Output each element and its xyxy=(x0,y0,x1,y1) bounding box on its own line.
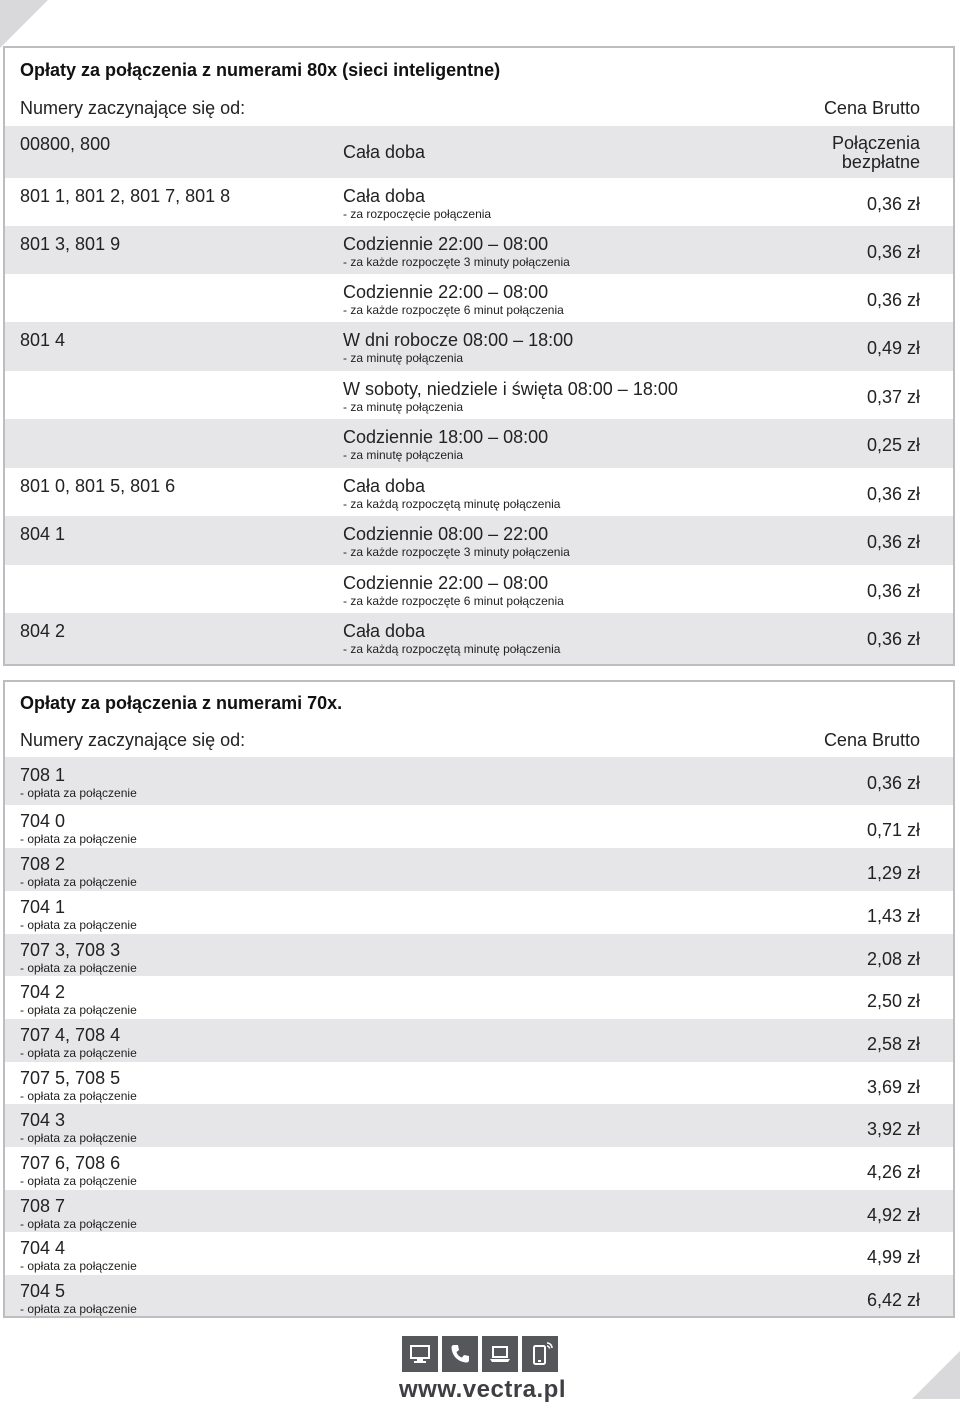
price: 0,36 zł xyxy=(866,773,920,793)
time-period: Cała doba xyxy=(343,142,426,162)
billing-note: - opłata za połączenie xyxy=(20,1174,137,1188)
header-price: Cena Brutto xyxy=(823,98,920,118)
price: 0,36 zł xyxy=(866,581,920,601)
billing-note: - za minutę połączenia xyxy=(343,400,464,414)
section-title: Opłaty za połączenia z numerami 70x. xyxy=(20,693,343,713)
table-row xyxy=(5,976,953,1019)
price-line-2: bezpłatne xyxy=(841,152,920,172)
price: 0,37 zł xyxy=(866,387,920,407)
time-period: Cała doba xyxy=(343,186,426,206)
table-title-row xyxy=(5,682,953,720)
time-period: Codziennie 08:00 – 22:00 xyxy=(343,524,549,544)
price: 4,99 zł xyxy=(866,1247,920,1267)
price: 0,25 zł xyxy=(866,435,920,455)
table-row xyxy=(5,1232,953,1275)
price: 4,26 zł xyxy=(866,1162,920,1182)
price: 3,92 zł xyxy=(866,1119,920,1139)
billing-note: - opłata za połączenie xyxy=(20,1003,137,1017)
price: 1,29 zł xyxy=(866,863,920,883)
section-title: Opłaty za połączenia z numerami 80x (sieci inteligentne) xyxy=(20,60,501,80)
table-row xyxy=(5,1104,953,1147)
number-prefixes: 801 0, 801 5, 801 6 xyxy=(20,476,176,496)
table-row xyxy=(5,565,953,613)
price: 0,71 zł xyxy=(866,820,920,840)
price: 0,36 zł xyxy=(866,484,920,504)
price: 2,58 zł xyxy=(866,1034,920,1054)
price: 0,36 zł xyxy=(866,242,920,262)
price: 2,50 zł xyxy=(866,991,920,1011)
billing-note: - za każde rozpoczęte 3 minuty połączenia xyxy=(343,255,570,269)
billing-note: - opłata za połączenie xyxy=(20,918,137,932)
table-row xyxy=(5,322,953,371)
price: 2,08 zł xyxy=(866,949,920,969)
time-period: Codziennie 22:00 – 08:00 xyxy=(343,234,549,254)
table-header-row xyxy=(5,90,953,126)
price: 3,69 zł xyxy=(866,1077,920,1097)
table-row xyxy=(5,805,953,848)
header-numbers: Numery zaczynające się od: xyxy=(20,730,246,750)
time-period: Cała doba xyxy=(343,621,426,641)
number-prefixes: 708 1 xyxy=(20,765,66,785)
mobile-signal-icon xyxy=(522,1336,558,1372)
billing-note: - opłata za połączenie xyxy=(20,832,137,846)
website-url: www.vectra.pl xyxy=(399,1376,566,1403)
laptop-icon xyxy=(482,1336,518,1372)
number-prefixes: 708 2 xyxy=(20,854,66,874)
table-row xyxy=(5,613,953,664)
number-prefixes: 707 4, 708 4 xyxy=(20,1025,121,1045)
billing-note: - za każdą rozpoczętą minutę połączenia xyxy=(343,642,561,656)
time-period: Codziennie 22:00 – 08:00 xyxy=(343,573,549,593)
table-row xyxy=(5,934,953,976)
table-row xyxy=(5,1019,953,1062)
time-period: W soboty, niedziele i święta 08:00 – 18:00 xyxy=(343,379,678,399)
price: 0,36 zł xyxy=(866,290,920,310)
header-price: Cena Brutto xyxy=(823,730,920,750)
page-corner-fold-top-left xyxy=(0,0,48,48)
billing-note: - opłata za połączenie xyxy=(20,1131,137,1145)
table-row xyxy=(5,274,953,322)
billing-note: - opłata za połączenie xyxy=(20,1259,137,1273)
price: 6,42 zł xyxy=(866,1290,920,1310)
number-prefixes: 704 0 xyxy=(20,811,66,831)
price: 0,36 zł xyxy=(866,194,920,214)
table-row xyxy=(5,178,953,226)
price: 0,49 zł xyxy=(866,338,920,358)
table-row xyxy=(5,1147,953,1190)
phone-icon xyxy=(442,1336,478,1372)
number-prefixes: 704 3 xyxy=(20,1110,66,1130)
billing-note: - za każde rozpoczęte 6 minut połączenia xyxy=(343,303,564,317)
table-row xyxy=(5,848,953,891)
price: 0,36 zł xyxy=(866,629,920,649)
billing-note: - opłata za połączenie xyxy=(20,1089,137,1103)
number-prefixes: 704 5 xyxy=(20,1281,66,1301)
page-corner-fold-bottom-right xyxy=(912,1351,960,1399)
number-prefixes: 801 3, 801 9 xyxy=(20,234,121,254)
number-prefixes: 707 5, 708 5 xyxy=(20,1068,121,1088)
time-period: Codziennie 18:00 – 08:00 xyxy=(343,427,549,447)
number-prefixes: 707 6, 708 6 xyxy=(20,1153,121,1173)
billing-note: - opłata za połączenie xyxy=(20,786,137,800)
time-period: W dni robocze 08:00 – 18:00 xyxy=(343,330,574,350)
tariff-table-70x xyxy=(3,680,955,1318)
billing-note: - opłata za połączenie xyxy=(20,1217,137,1231)
table-row xyxy=(5,757,953,805)
table-row xyxy=(5,1275,953,1316)
number-prefixes: 704 4 xyxy=(20,1238,66,1258)
billing-note: - opłata za połączenie xyxy=(20,961,137,975)
number-prefixes: 704 2 xyxy=(20,982,66,1002)
number-prefixes: 804 2 xyxy=(20,621,66,641)
table-header-row xyxy=(5,720,953,757)
billing-note: - opłata za połączenie xyxy=(20,875,137,889)
billing-note: - za minutę połączenia xyxy=(343,448,464,462)
price: 1,43 zł xyxy=(866,906,920,926)
price: 0,36 zł xyxy=(866,532,920,552)
billing-note: - za każde rozpoczęte 3 minuty połączenia xyxy=(343,545,570,559)
price: 4,92 zł xyxy=(866,1205,920,1225)
number-prefixes: 704 1 xyxy=(20,897,66,917)
table-row xyxy=(5,516,953,565)
billing-note: - za minutę połączenia xyxy=(343,351,464,365)
billing-note: - opłata za połączenie xyxy=(20,1302,137,1316)
number-prefixes: 707 3, 708 3 xyxy=(20,940,121,960)
table-row xyxy=(5,1190,953,1232)
billing-note: - za każde rozpoczęte 6 minut połączenia xyxy=(343,594,564,608)
number-prefixes: 00800, 800 xyxy=(20,134,111,154)
table-row xyxy=(5,419,953,468)
header-numbers: Numery zaczynające się od: xyxy=(20,98,246,118)
monitor-icon xyxy=(402,1336,438,1372)
number-prefixes: 801 4 xyxy=(20,330,66,350)
time-period: Codziennie 22:00 – 08:00 xyxy=(343,282,549,302)
billing-note: - za rozpoczęcie połączenia xyxy=(343,207,492,221)
table-row xyxy=(5,371,953,419)
table-row xyxy=(5,1062,953,1104)
number-prefixes: 708 7 xyxy=(20,1196,66,1216)
billing-note: - opłata za połączenie xyxy=(20,1046,137,1060)
price-line-1: Połączenia xyxy=(831,133,920,153)
table-row xyxy=(5,226,953,274)
tariff-table-80x xyxy=(3,46,955,666)
table-row xyxy=(5,468,953,516)
number-prefixes: 801 1, 801 2, 801 7, 801 8 xyxy=(20,186,231,206)
billing-note: - za każdą rozpoczętą minutę połączenia xyxy=(343,497,561,511)
number-prefixes: 804 1 xyxy=(20,524,66,544)
time-period: Cała doba xyxy=(343,476,426,496)
table-row xyxy=(5,891,953,934)
table-row xyxy=(5,126,953,178)
table-title-row xyxy=(5,48,953,90)
